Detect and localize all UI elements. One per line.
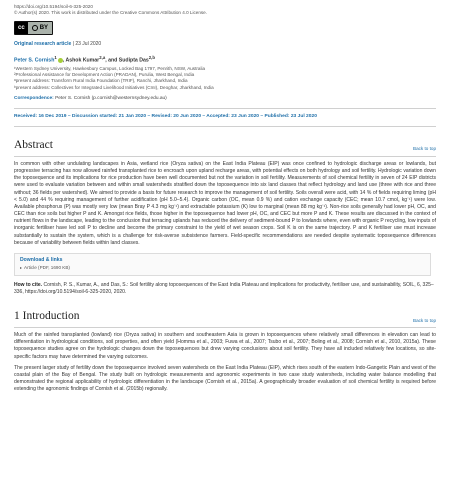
affiliation-1: ¹Western Sydney University, Hawkesbury Campus, Locked Bag 1797, Penrith, NSW, Australia [14,65,206,71]
download-links-box [14,253,431,276]
correspondence-label: Correspondence: [14,95,54,101]
abstract-text: In common with other undulating landscapes in Asia, wetland rice (Oryza sativa) on the East India Plateau (EIP) was once confined to hydrologic discharge areas or lowlands, but progressive terracing has now allowed rainfed transplanted rice to encroach upon upland recharge areas, with potential effects on both hydrology and soil fertility. Hydrologic variation down the toposequence and its implications for rice production have been well documented but not the variation in soil fertility. Measurements of soil chemical fertility in seven of 24 EIP districts were used to evaluate variation between and within small watersheds stratified down the toposequence into six land classes that reflect hydrology and land use (three with rice and three without; 36 fields per watershed). We aimed to provide a basis for future research to improve the management of soil fertility. Soils overall were acid, with 14 % of fields requiring liming (pH < 5.0) and 44 % requiring management of further acidification (pH 5.0–5.4). Organic carbon (OC, mean 0.9 %) and cation exchange capacity (CEC; mean 10.7 cmol꜀ kg⁻¹) were low. Available phosphorus (P) was mostly very low (mean Bray P 4.3 mg kg⁻¹) and extractable potassium (K) low to marginal (mean 88 mg kg⁻¹). Non-rice soils generally had lower pH, OC, and CEC than rice soils but higher P and K. Amongst rice fields, those higher in the toposequence had lower pH, OC, and CEC but more P and K. These results are discussed in the context of nutrient flows in the landscape, leading to the conclusion that terracing uplands has reduced the delivery of sediment-bound P to lowlands where, even with organic P recycling, low inputs of inorganic fertiliser have led soil P to decline and become the primary constraint to the yield of wet season crops. Soil K is on the same trajectory. P and K fertiliser use must increase substantially to sustain the system, which is a challenge for risk-averse subsistence farmers. Field-specific recommendations are needed despite systematic toposequence differences because of variability between fields within land classes. [14,160,436,246]
author-cornish[interactable]: Peter S. Cornish [14,58,55,65]
correspondence-text[interactable]: Peter S. Cornish (p.cornish@westernsydney.edu.au) [55,95,167,101]
abstract-header [14,137,436,153]
person-icon [32,25,38,31]
article-meta [14,41,436,48]
author-das-sup: 2,b [148,55,156,61]
pdf-download-label: Article (PDF, 1690 KB) [24,265,70,271]
introduction-heading: 1 Introduction [14,309,80,322]
by-label: BY [39,25,49,32]
affiliation-a: ᵃpresent address: Transform Rural India Foundation (TRIF), Ranchi, Jharkhand, India [14,78,188,84]
cc-by-license-badge[interactable] [14,21,53,35]
doi-line[interactable]: https://doi.org/10.5194/soil-6-325-2020 [14,4,93,9]
divider [14,108,436,109]
copyright-line: © Author(s) 2020. This work is distributed under the Creative Commons Attribution 4.0 License. [14,10,208,16]
correspondence [14,96,436,103]
divider [14,156,436,157]
publication-history: Received: 16 Dec 2019 – Discussion started: 21 Jan 2020 – Revised: 20 Jun 2020 – Accepted: 23 Jun 2020 – Published: 23 Jul 2020 [14,113,317,119]
back-to-top-link[interactable]: Back to top [413,317,436,323]
article-date: | 23 Jul 2020 [72,41,102,48]
divider [14,327,436,328]
affiliation-2: ²Professional Assistance for Development Action (PRADAN), Purulia, West Bengal, India [14,71,195,77]
article-type: Original research article [14,41,72,48]
abstract-heading: Abstract [14,138,53,151]
author-das: , and Sudipta Das [105,58,149,65]
affiliation-b: ᵇpresent address: Collectives for Integrated Livelihood Initiatives (CInI), Deoghar, Jharkhand, India [14,84,214,90]
chevron-right-icon [20,267,22,269]
divider [14,126,436,127]
author-cornish-sup: 1 [54,55,57,61]
introduction-paragraph-1: Much of the rainfed transplanted (lowland) rice (Oryza sativa) in southern and southeastern Asia is grown in toposequences where relatively small differences in elevation can lead to differentiation in hydrological conditions, soil properties, and often yield (Homma et al., 2003; Fuwa et al., 2007; Tsubo et al., 2007; Boling et al., 2008; Cornish et al., 2010, 2015a). These toposequence studies agree on the hydrologic changes down the toposequences but drew varying conclusions about soil fertility. They have all included relatively few locations, so site-specific factors may have determined the varying outcomes. [14,332,436,360]
introduction-paragraph-2: The present larger study of fertility down the toposequence involved seven watersheds on the East India Plateau (EIP), which rises south of the eastern Indo-Gangetic Plain and west of the coastal plain of the Bay of Bengal. The study built on hydrologic measurements and agronomic experiments in two case study watersheds, including water balance modelling that demonstrated the regional applicability of hydrologic differentiation in the landscape (Cornish et al., 2015a). A geographically broader evaluation of soil chemical fertility is required before extending the agronomic findings of Cornish et al. (2015b) regionally. [14,364,436,393]
author-kumar: , Ashok Kumar [62,58,100,65]
author-kumar-sup: 2,a [99,55,106,61]
how-to-cite-label: How to cite. [14,281,43,288]
back-to-top-link[interactable]: Back to top [413,146,436,152]
how-to-cite [14,282,436,296]
pdf-download-link[interactable] [20,265,425,272]
download-links-title[interactable]: Download & links [20,256,63,263]
how-to-cite-text: Cornish, P. S., Kumar, A., and Das, S.: Soil fertility along toposequences of the East India Plateau and implications for productivity, fertiliser use, and sustainability, SOIL, 6, 325–336, https://doi.org/10.5194/soil-6-325-2020, 2020. [14,281,434,295]
cc-logo-icon: cc [15,22,28,34]
author-list [14,55,436,65]
introduction-header [14,308,436,324]
by-attribution-icon [28,22,52,34]
